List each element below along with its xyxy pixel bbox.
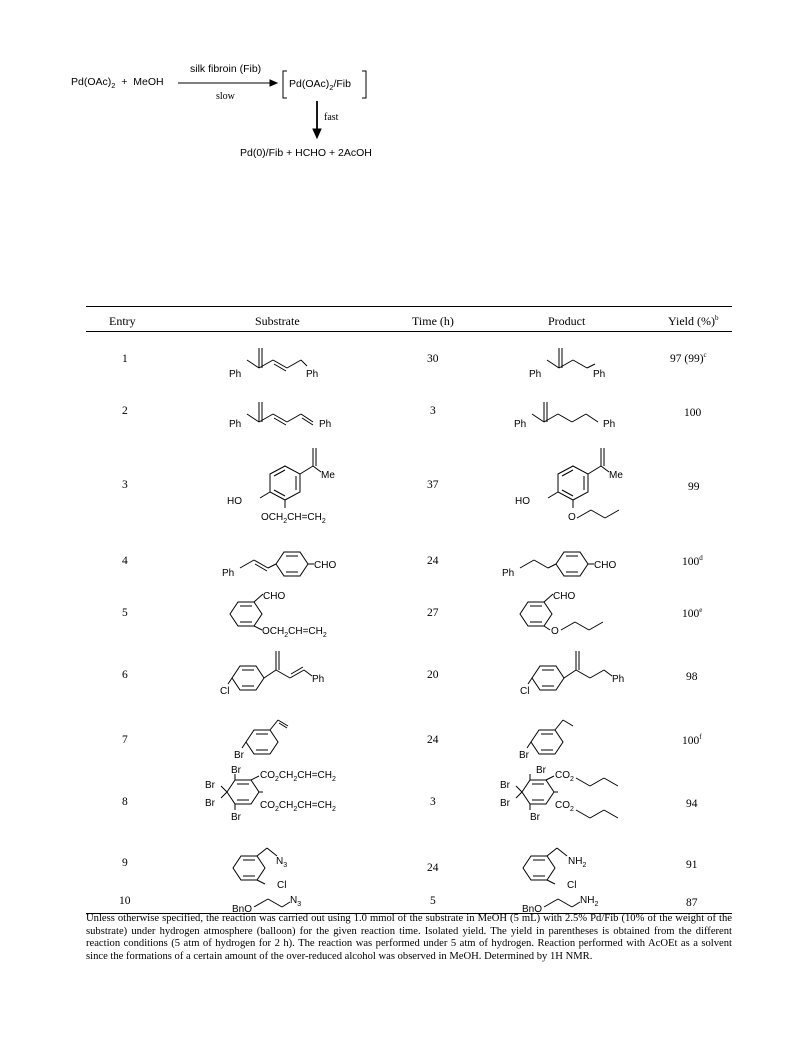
label-amine: $NH_2$ [568, 856, 587, 869]
table-footnote: Unless otherwise specified, the reaction was carried out using 1.0 mmol of the substrate in MeOH (5 mL) with 2.5% Pd/Fib (10% of the weight of the substrate) under hydrogen atmosphere (balloon) for the given reaction time. Isolated yield. The yield in parentheses is obtained from the different reaction conditions (5 atm of hydrogen for 2 h). The reaction was performed under 5 atm of hydrogen. Reaction performed with AcOEt as a solvent since the formations of a certain amount of the over-reduced alcohol was observed in MeOH. Determined by 1H NMR. [86, 913, 732, 962]
svg-text:CHO: CHO [594, 560, 617, 571]
structure-product-1 [525, 340, 635, 382]
scheme-down-label: fast [324, 112, 339, 123]
structure-product-3 [513, 444, 643, 526]
structure-product-8 [500, 764, 650, 844]
svg-text:O: O [568, 512, 576, 523]
entry-cell: 9 [122, 857, 128, 869]
label-allyloxy: $OCH_2CH=CH_2$ [262, 626, 327, 639]
structure-product-2 [510, 390, 630, 432]
svg-text:Cl: Cl [220, 686, 230, 697]
table-header-rule [86, 331, 732, 332]
svg-text:Br: Br [500, 798, 510, 809]
svg-text:Ph: Ph [514, 419, 527, 430]
scheme-arrow-top-label: silk fibroin (Fib) [190, 63, 262, 75]
scheme-intermediate: $Pd(OAc)_2$/Fib [289, 78, 351, 93]
time-cell: 30 [427, 353, 439, 365]
yield-cell: 94 [686, 797, 698, 810]
structure-product-4 [500, 540, 630, 582]
scheme-reactants: $Pd(OAc)_2$ + MeOH [71, 76, 164, 91]
scheme-products: Pd(0)/Fib + HCHO + 2AcOH [240, 147, 372, 159]
svg-text:CHO: CHO [314, 560, 337, 571]
label-azide: $N_3$ [276, 856, 288, 869]
entry-cell: 4 [122, 555, 128, 567]
svg-text:Ph: Ph [312, 674, 325, 685]
structure-substrate-2 [225, 390, 345, 432]
time-cell: 24 [427, 734, 439, 746]
label-co2: $CO_2$ [555, 770, 574, 783]
entry-cell: 1 [122, 353, 128, 365]
svg-text:Br: Br [519, 750, 529, 761]
time-cell: 3 [430, 796, 436, 808]
entry-cell: 7 [122, 734, 128, 746]
header-yield: Yield (%)$^b$ [668, 314, 719, 328]
entry-cell: 10 [119, 895, 131, 907]
svg-text:HO: HO [515, 496, 530, 507]
time-cell: 3 [430, 405, 436, 417]
structure-substrate-5 [225, 590, 355, 638]
scheme-arrow-bottom-label: slow [216, 91, 235, 102]
scheme-down-arrow [311, 101, 323, 141]
svg-text:Cl: Cl [520, 686, 530, 697]
structure-product-9 [517, 846, 617, 892]
time-cell: 5 [430, 895, 436, 907]
time-cell: 24 [427, 555, 439, 567]
svg-text:BnO: BnO [522, 904, 543, 915]
entry-cell: 5 [122, 607, 128, 619]
svg-text:Br: Br [500, 780, 510, 791]
svg-text:Ph: Ph [529, 369, 542, 380]
svg-text:Ph: Ph [612, 674, 625, 685]
yield-cell: 87 [686, 896, 698, 909]
yield-cell: 100$^f$ [682, 733, 702, 747]
svg-text:Br: Br [536, 765, 546, 776]
reaction-scheme [0, 0, 793, 180]
svg-text:Br: Br [205, 798, 215, 809]
yield-cell: 98 [686, 670, 698, 683]
structure-product-6 [518, 646, 648, 706]
svg-text:Ph: Ph [306, 369, 319, 380]
svg-text:Ph: Ph [229, 419, 242, 430]
scheme-bracket-right [361, 70, 369, 100]
structure-product-5 [515, 590, 645, 638]
svg-text:Ph: Ph [603, 419, 616, 430]
svg-text:Cl: Cl [277, 880, 287, 891]
svg-text:Ph: Ph [222, 568, 235, 579]
structure-substrate-9 [227, 846, 317, 892]
yield-cell: 100$^d$ [682, 554, 703, 568]
time-cell: 37 [427, 479, 439, 491]
label-azide: $N_3$ [290, 895, 302, 908]
label-allyloxy: $OCH_2CH=CH_2$ [261, 512, 326, 525]
entry-cell: 6 [122, 669, 128, 681]
svg-text:Cl: Cl [567, 880, 577, 891]
structure-substrate-3 [225, 444, 355, 526]
yield-cell: 100e [682, 606, 703, 620]
structure-substrate-1 [225, 340, 335, 382]
svg-text:CHO: CHO [553, 591, 576, 602]
svg-text:Ph: Ph [319, 419, 332, 430]
structure-substrate-6 [218, 646, 348, 706]
svg-text:BnO: BnO [232, 904, 253, 915]
entry-cell: 3 [122, 479, 128, 491]
svg-text:Ph: Ph [229, 369, 242, 380]
svg-text:Ph: Ph [593, 369, 606, 380]
yield-cell: 100 [684, 406, 702, 419]
structure-substrate-10 [232, 894, 332, 914]
scheme-arrow [178, 78, 278, 88]
svg-text:Ph: Ph [502, 568, 515, 579]
header-time: Time (h) [412, 314, 454, 328]
svg-text:Me: Me [609, 470, 623, 481]
yield-cell: 91 [686, 858, 698, 871]
structure-substrate-7 [232, 712, 312, 762]
yield-cell: 99 [688, 480, 700, 493]
yield-cell: 97 $(99)^c$ [670, 351, 707, 365]
time-cell: 24 [427, 862, 439, 874]
svg-text:HO: HO [227, 496, 242, 507]
svg-text:CHO: CHO [263, 591, 286, 602]
time-cell: 27 [427, 607, 439, 619]
svg-text:Br: Br [231, 812, 241, 823]
svg-text:Br: Br [234, 750, 244, 761]
header-entry: Entry [109, 314, 136, 328]
svg-text:O: O [551, 626, 559, 637]
header-substrate: Substrate [255, 314, 300, 328]
label-allylester: $CO_2CH_2CH=CH_2$ [260, 800, 336, 813]
header-product: Product [548, 314, 586, 328]
structure-substrate-4 [220, 540, 350, 582]
svg-text:Br: Br [530, 812, 540, 823]
svg-text:Br: Br [231, 765, 241, 776]
entry-cell: 2 [122, 405, 128, 417]
structure-product-10 [522, 894, 622, 914]
scheme-bracket-left [281, 70, 289, 100]
label-allylester: $CO_2CH_2CH=CH_2$ [260, 770, 336, 783]
svg-text:Me: Me [321, 470, 335, 481]
structure-product-7 [517, 712, 597, 762]
label-co2: $CO_2$ [555, 800, 574, 813]
structure-substrate-8 [205, 764, 355, 844]
svg-text:Br: Br [205, 780, 215, 791]
time-cell: 20 [427, 669, 439, 681]
entry-cell: 8 [122, 796, 128, 808]
label-amine: $NH_2$ [580, 895, 599, 908]
table-top-rule [86, 306, 732, 307]
